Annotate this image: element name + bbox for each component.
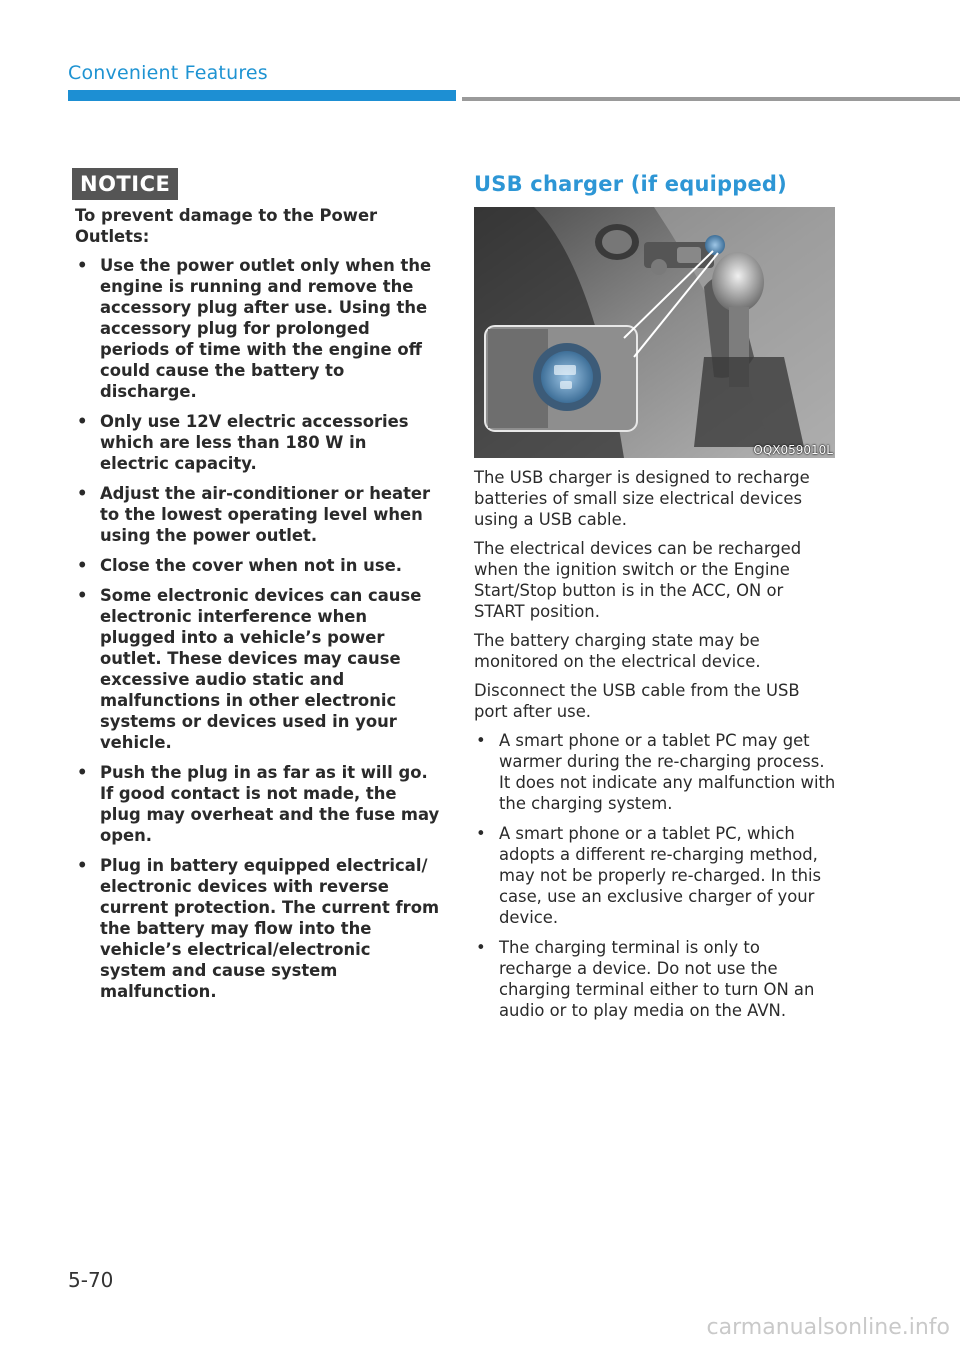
bullet-icon: • xyxy=(476,938,486,957)
list-item: • Use the power outlet only when the engine is running and remove the accessory plug after use. Using the accessory plug for prolonged periods of time with the engine off could cause the battery to discharge. xyxy=(77,256,432,401)
bullet-icon: • xyxy=(77,556,88,575)
bullet-icon: • xyxy=(77,856,88,875)
bullet-icon: • xyxy=(77,256,88,275)
paragraph: The electrical devices can be recharged when the ignition switch or the Engine Start/Stop button is in the ACC, ON or START position. xyxy=(474,539,802,621)
header-rule xyxy=(462,97,960,101)
notice-intro: To prevent damage to the Power Outlets: xyxy=(75,206,378,246)
usb-section-title: USB charger (if equipped) xyxy=(474,172,787,196)
list-item: • Push the plug in as far as it will go. If good contact is not made, the plug may overheat and the fuse may open. xyxy=(77,763,440,845)
notice-badge: NOTICE xyxy=(72,168,178,200)
list-item: • Only use 12V electric accessories which are less than 180 W in electric capacity. xyxy=(77,412,409,473)
bullet-icon: • xyxy=(476,731,486,750)
list-item: • Plug in battery equipped electrical/ electronic devices with reverse current protection. The current from the battery may flow into the vehicle’s electrical/electronic system and cause system malfunction. xyxy=(77,856,440,1001)
section-header-title: Convenient Features xyxy=(68,62,268,84)
console-illustration xyxy=(474,207,835,458)
bullet-icon: • xyxy=(476,824,486,843)
usb-section-body xyxy=(474,467,836,1030)
list-item: • A smart phone or a tablet PC, which adopts a different re-charging method, may not be properly re-charged. In this case, use an exclusive charger of your device. xyxy=(476,824,822,927)
list-item: • Adjust the air-conditioner or heater to the lowest operating level when using the power outlet. xyxy=(77,484,431,545)
bullet-icon: • xyxy=(77,763,88,782)
paragraph: The USB charger is designed to recharge batteries of small size electrical devices using a USB cable. xyxy=(474,468,810,529)
list-item: • Some electronic devices can cause electronic interference when plugged into a vehicle’s power outlet. These devices may cause excessive audio static and malfunctions in other electronic systems or devices used in your vehicle. xyxy=(77,586,422,752)
bullet-icon: • xyxy=(77,484,88,503)
bullet-icon: • xyxy=(77,412,88,431)
list-item: • The charging terminal is only to recharge a device. Do not use the charging terminal either to turn ON an audio or to play media on the AVN. xyxy=(476,938,815,1020)
usb-charger-photo xyxy=(474,207,835,458)
image-code-label: OQX059010L xyxy=(753,443,833,457)
paragraph: The battery charging state may be monitored on the electrical device. xyxy=(474,631,761,671)
watermark: carmanualsonline.info xyxy=(706,1315,950,1340)
header-accent-bar xyxy=(68,90,456,101)
list-item: • A smart phone or a tablet PC may get warmer during the re-charging process. It does not indicate any malfunction with the charging system. xyxy=(476,731,836,813)
list-item: • Close the cover when not in use. xyxy=(77,556,402,575)
usb-notes-list xyxy=(474,730,836,1021)
paragraph: Disconnect the USB cable from the USB port after use. xyxy=(474,681,800,721)
page-number: 5-70 xyxy=(68,1268,114,1292)
bullet-icon: • xyxy=(77,586,88,605)
notice-section xyxy=(75,205,440,1011)
notice-list xyxy=(75,255,440,1002)
